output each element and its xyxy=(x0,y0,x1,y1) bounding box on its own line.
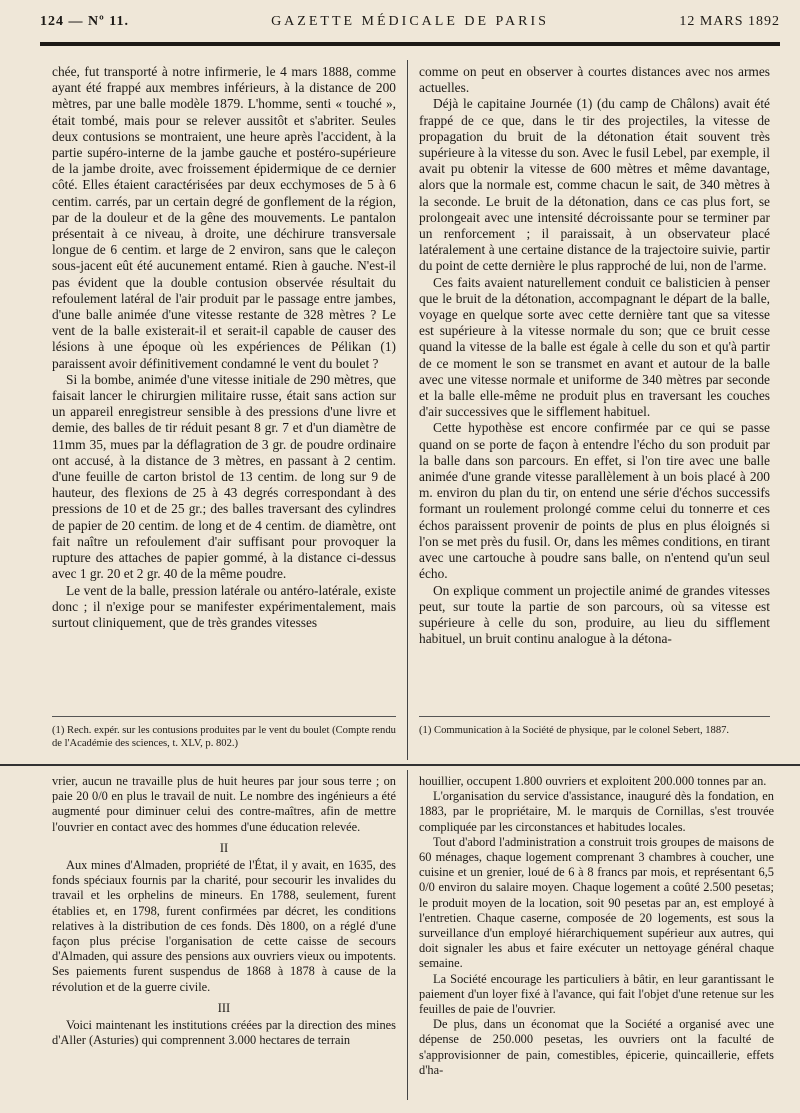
section-separator xyxy=(0,764,800,766)
paragraph: Aux mines d'Almaden, propriété de l'État, il y avait, en 1635, des fonds spéciaux fournis par la charité, pour secourir les invalides du travail et les orphelins de mineurs. En 1788, seulement, furent établies et, en 1798, furent confirmées par décret, les conditions relatives à la distribution de ces fonds. Dès 1800, on a réglé d'une façon plus précise l'organisation de cette caisse de secours d'Almaden, qui assure des pensions aux ouvriers vieux ou impotents. Ses paiements furent suspendus de 1868 à 1878 à cause de la révolution et de la guerre civile. xyxy=(52,858,396,994)
page-number: 124 — Nº 11. xyxy=(40,14,129,29)
paragraph: chée, fut transporté à notre infirmerie, le 4 mars 1888, comme ayant été frappé aux membres inférieurs, à la distance de 200 mètres, par une balle modèle 1879. L'homme, senti « touché », était tombé, mais pour se relever aussitôt et s'abriter. Seules deux contusions se montraient, une heure après l'accident, à la partie supéro-interne de la jambe gauche et postéro-supérieure de la jambe droite, avec froissement épidermique de ce dernier côté. Elles étaient caractérisées par deux ecchymoses de 5 à 6 centim. carrés, par un certain degré de gonflement de la région, par de la douleur et de la gêne des mouvements. Le pantalon présentait à ce niveau, à droite, une déchirure transversale longue de 6 centim. et large de 2 environ, sans que le caleçon sous-jacent eût été aucunement entamé. Rien à gauche. N'est-il pas évident que la double contusion observée résultait du refoulement latéral de l'air produit par le passage entre jambes, d'une balle animée d'une vitesse restante de 328 mètres ? Le vent de la balle existerait-il et serait-il capable de causer des lésions à une époque où les expériences de Pélikan (1) paraissent avoir définitivement condamné le vent du boulet ? xyxy=(52,64,396,371)
footnote-right: (1) Communication à la Société de physique, par le colonel Sebert, 1887. xyxy=(419,725,730,736)
paragraph: L'organisation du service d'assistance, inauguré dès la fondation, en 1883, par le propriétaire, M. le marquis de Cornillas, s'est trouvée compliquée par les circonstances et habitudes locales. xyxy=(419,789,774,834)
paragraph: Le vent de la balle, pression latérale ou antéro-latérale, existe donc ; il n'exige pour se manifester expérimentalement, mais surtout cliniquement, que de très grandes vitesses xyxy=(52,582,396,630)
lower-column-right xyxy=(419,774,774,1099)
issue-date: 12 MARS 1892 xyxy=(679,14,780,29)
journal-title: GAZETTE MÉDICALE DE PARIS xyxy=(271,14,549,29)
paragraph: Ces faits avaient naturellement conduit ce balisticien à penser que le bruit de la détonation, accompagnant le départ de la balle, voyage en quelque sorte avec cette dernière tant que sa vitesse est supérieure à la vitesse normale du son; que ce bruit cesse quand la vitesse de la balle est égale à celle du son et qu'à partir de ce moment le son se transmet en avant et autour de la balle avec une vitesse normale et uniforme de 340 mètres par seconde et la balle elle-même ne produit plus en traversant les couches d'air successives que le sifflement habituel. xyxy=(419,274,770,420)
footnote-left: (1) Rech. expér. sur les contusions produites par le vent du boulet (Compte rendu de l'Académie des sciences, t. XLV, p. 802.) xyxy=(52,725,396,749)
column-divider xyxy=(407,60,408,760)
paragraph: Voici maintenant les institutions créées par la direction des mines d'Aller (Asturies) qui comprennent 3.000 hectares de terrain xyxy=(52,1018,396,1048)
paragraph: On explique comment un projectile animé de grandes vitesses peut, sur toute la partie de son parcours, où sa vitesse est supérieure à celle du son, produire, au lieu du sifflement habituel, un bruit continu analogue à la détona- xyxy=(419,582,770,647)
section-heading: III xyxy=(217,1000,231,1015)
column-divider xyxy=(407,770,408,1100)
paragraph: Tout d'abord l'administration a construit trois groupes de maisons de 60 ménages, chaque logement comprenant 3 chambres à coucher, une cuisine et un grenier, loué de 6 à 8 francs par mois, et représentant 6,5 0/0 environ du salaire moyen. Chaque logement a coûté 2.500 pesetas; le produit moyen de la location, soit 90 pesetas par an, est employé à l'entretien. Chaque caserne, composée de 20 logements, est sous la surveillance d'un employé hiérarchiquement supérieur aux autres, qui doit signaler les abus et faire exécuter un nettoyage général chaque semaine. xyxy=(419,834,774,971)
paragraph: comme on peut en observer à courtes distances avec nos armes actuelles. xyxy=(419,64,770,96)
paragraph: vrier, aucun ne travaille plus de huit heures par jour sous terre ; on paie 20 0/0 en plus le travail de nuit. Le nombre des ingénieurs a été augmenté pour diminuer celui des contre-maîtres, afin de mettre l'ouvrier en contact avec des hommes d'une éducation relevée. xyxy=(52,774,396,834)
footnote-rule xyxy=(419,716,770,717)
section-heading: II xyxy=(219,840,229,855)
paragraph: houillier, occupent 1.800 ouvriers et exploitent 200.000 tonnes par an. xyxy=(419,774,767,788)
footnote-rule xyxy=(52,716,396,717)
paragraph: De plus, dans un économat que la Société a organisé avec une dépense de 250.000 pesetas, les ouvriers ont la faculté de s'approvisionner de pain, comestibles, épicerie, quincaillerie, effets d'ha- xyxy=(419,1017,774,1077)
paragraph: Déjà le capitaine Journée (1) (du camp de Châlons) avait été frappé de ce que, dans le tir des projectiles, la vitesse de propagation du bruit de la détonation était souvent très supérieure à la vitesse du son. Avec le fusil Lebel, par exemple, il avait pu obtenir la vitesse de 600 mètres et même davantage, alors que la normale est, comme chacun le sait, de 340 mètres à la seconde. Le bruit de la détonation, dans ce cas plus fort, se prolongeait avec une intensité décroissante pour se terminer par un renforcement ; il paraissait, à un observateur placé latéralement à une certaine distance de la trajectoire suivie, partir du point de cette dernière le plus rapproché de lui, non de l'arme. xyxy=(419,96,770,274)
lower-column-left xyxy=(52,774,396,1094)
header-rule xyxy=(40,42,780,46)
paragraph: Si la bombe, animée d'une vitesse initiale de 290 mètres, que faisait lancer le chirurgien militaire russe, était sans action sur un appareil enregistreur sensible à des pressions d'une livre et demie, des balles de tir réduit pesant 8 gr. 7 et d'un diamètre de 11mm 35, mues par la déflagration de 3 gr. de poudre ordinaire ont accusé, à la distance de 3 mètres, en passant à 2 centim. d'une feuille de carton bristol de 13 centim. de long sur 9 de hauteur, des flexions de 25 à 43 degrés correspondant à des pressions de 10 et de 25 gr.; des balles traversant des cylindres de papier de 20 centim. de long et de 4 centim. de diamètre, ont fait naître un refoulement d'air suffisant pour provoquer la rupture des attaches de papier gommé, à la distance ci-dessus avec 1 gr. 20 et 2 gr. 40 de la même poudre. xyxy=(52,371,396,582)
article-column-left xyxy=(52,64,396,704)
paragraph: La Société encourage les particuliers à bâtir, en leur garantissant le paiement d'un loyer fixé à l'avance, qui fait l'objet d'une retenue sur les feuilles de paie de l'ouvrier. xyxy=(419,971,774,1017)
paragraph: Cette hypothèse est encore confirmée par ce qui se passe quand on se porte de façon à entendre l'écho du son produit par la balle dans son parcours. En effet, si l'on tire avec une balle animée d'une grande vitesse parallèlement à un bois placé à 200 m. environ du plan du tir, on entend une série d'échos successifs formant un roulement prolongé comme celui du tonnerre et ces échos paraissent provenir de points de plus en plus éloignés si l'on se met près du fusil. Or, dans les mêmes conditions, en tirant avec une cartouche à poudre sans balle, on n'entend qu'un seul écho. xyxy=(419,420,770,582)
page-header xyxy=(40,12,780,34)
article-column-right xyxy=(419,64,770,704)
